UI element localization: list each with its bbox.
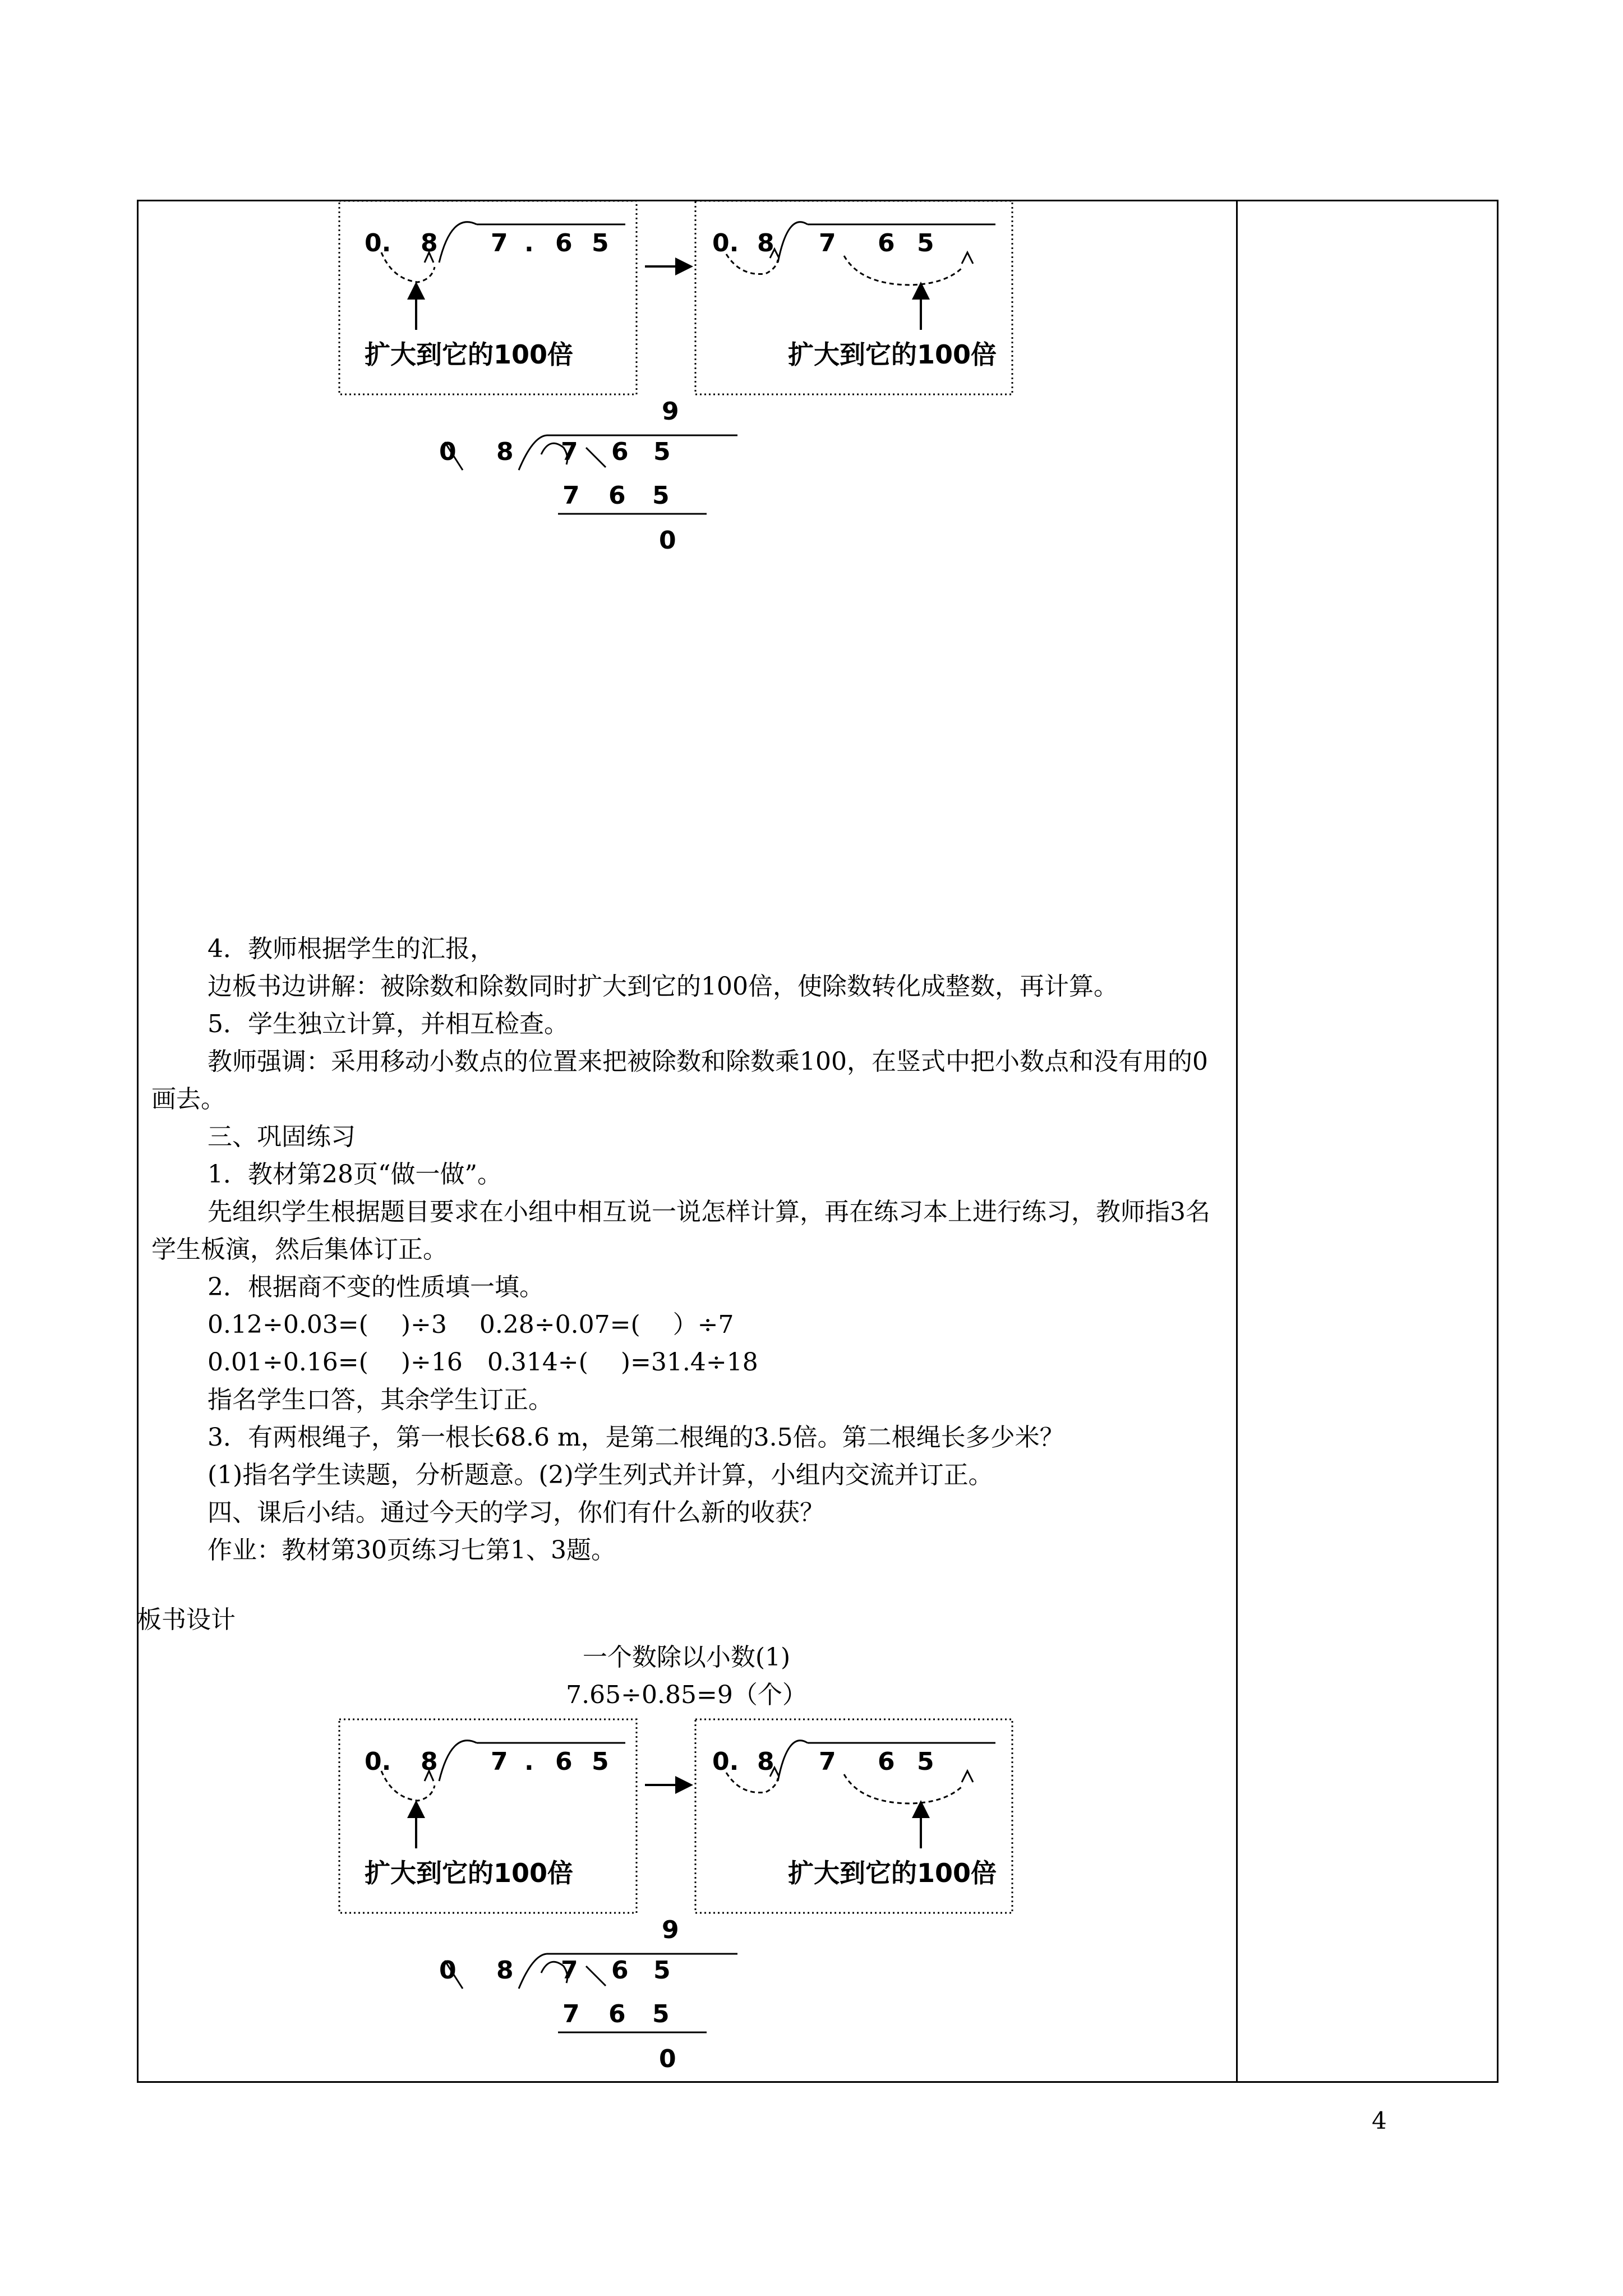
dividend-digit: 7 (491, 229, 508, 257)
text-line: 4．教师根据学生的汇报， (208, 935, 495, 963)
text-line: 指名学生口答，其余学生订正。 (208, 1386, 553, 1414)
board-division-figure (339, 1719, 1124, 2101)
product-digit: 7 (562, 481, 580, 510)
caret-mark (962, 252, 973, 264)
product-digit: 6 (608, 2000, 626, 2028)
divisor-right: 8 (496, 1956, 514, 1985)
text-line: 教师强调：采用移动小数点的位置来把被除数和除数乘100，在竖式中把小数点和没有用的0画去。 (151, 1047, 1208, 1114)
strike-mark (586, 448, 606, 467)
dividend-digit: 6 (878, 229, 895, 257)
strike-mark (586, 1966, 606, 1986)
divisor-right: 8 (757, 229, 774, 257)
dividend-digit: 5 (592, 229, 609, 257)
dividend-digit: 5 (917, 1747, 934, 1776)
box-caption: 扩大到它的100倍 (365, 1858, 574, 1888)
remainder: 0 (659, 526, 676, 555)
shift-arc (844, 256, 962, 285)
division-diagram (339, 201, 1124, 582)
box-caption: 扩大到它的100倍 (788, 339, 997, 370)
dividend-digit: 5 (653, 438, 671, 466)
text-line: 先组织学生根据题目要求在小组中相互说一说怎样计算，再在练习本上进行练习，教师指3名学生板演，然后集体订正。 (151, 1198, 1210, 1264)
lesson-body (151, 930, 1225, 1569)
divisor-left: 0. (712, 229, 739, 257)
text-line: (1)指名学生读题，分析题意。(2)学生列式并计算，小组内交流并订正。 (208, 1461, 993, 1489)
division-bracket (439, 222, 477, 263)
text-line: 5．学生独立计算，并相互检查。 (208, 1010, 569, 1038)
top-division-figure (339, 201, 1124, 582)
division-bracket (439, 1741, 477, 1781)
homework-line: 作业：教材第30页练习七第1、3题。 (208, 1536, 616, 1565)
remainder: 0 (659, 2045, 676, 2073)
quotient: 9 (662, 397, 679, 426)
text-line: 2．根据商不变的性质填一填。 (208, 1273, 544, 1301)
dividend-point: . (524, 1747, 534, 1776)
divisor-left: 0. (712, 1747, 739, 1776)
dividend-digit: 5 (917, 229, 934, 257)
division-diagram (339, 1719, 1124, 2101)
dividend-digit: 7 (819, 229, 836, 257)
box-caption: 扩大到它的100倍 (788, 1858, 997, 1888)
quotient: 9 (662, 1916, 679, 1944)
dividend-digit: 6 (611, 1956, 629, 1985)
division-bracket (778, 1741, 808, 1781)
dividend-digit: 5 (653, 1956, 671, 1985)
dividend-point: . (524, 229, 534, 257)
box-caption: 扩大到它的100倍 (365, 339, 574, 370)
dividend-digit: 7 (491, 1747, 508, 1776)
divisor-struck: 0 (439, 1956, 457, 1985)
product-digit: 5 (652, 481, 670, 510)
text-line: 1．教材第28页“做一做”。 (208, 1160, 502, 1189)
dividend-digit: 7 (561, 438, 578, 466)
dividend-digit: 6 (611, 438, 629, 466)
divisor-right: 8 (421, 229, 438, 257)
dividend-digit: 6 (878, 1747, 895, 1776)
product-digit: 7 (562, 2000, 580, 2028)
divisor-right: 8 (496, 438, 514, 466)
text-line: 3．有两根绳子，第一根长68.6 m，是第二根绳的3.5倍。第二根绳长多少米？ (208, 1423, 1064, 1452)
divisor-left: 0. (365, 229, 391, 257)
section-heading: 三、巩固练习 (208, 1122, 356, 1151)
board-title: 一个数除以小数(1) (582, 1643, 791, 1672)
exercise-line: 0.01÷0.16=( )÷16 0.314÷( )=31.4÷18 (208, 1348, 758, 1377)
dividend-digit: 7 (819, 1747, 836, 1776)
dividend-digit: 7 (561, 1956, 578, 1985)
dividend-digit: 5 (592, 1747, 609, 1776)
page-number: 4 (1372, 2107, 1387, 2134)
division-bracket (778, 222, 808, 263)
product-digit: 6 (608, 481, 626, 510)
board-equation: 7.65÷0.85=9（个） (566, 1681, 807, 1709)
dividend-digit: 6 (555, 1747, 573, 1776)
divisor-right: 8 (421, 1747, 438, 1776)
divisor-right: 8 (757, 1747, 774, 1776)
dividend-digit: 6 (555, 229, 573, 257)
caret-mark (962, 1771, 973, 1782)
divisor-struck: 0 (439, 438, 457, 466)
exercise-line: 0.12÷0.03=( )÷3 0.28÷0.07=( ）÷7 (208, 1310, 734, 1339)
table-column-divider (1236, 200, 1238, 2083)
shift-arc (844, 1774, 962, 1803)
product-digit: 5 (652, 2000, 670, 2028)
section-heading: 四、课后小结。通过今天的学习，你们有什么新的收获？ (208, 1498, 824, 1527)
divisor-left: 0. (365, 1747, 391, 1776)
text-line: 边板书边讲解：被除数和除数同时扩大到它的100倍，使除数转化成整数，再计算。 (208, 972, 1118, 1001)
board-design-heading: 板书设计 (137, 1605, 236, 1634)
